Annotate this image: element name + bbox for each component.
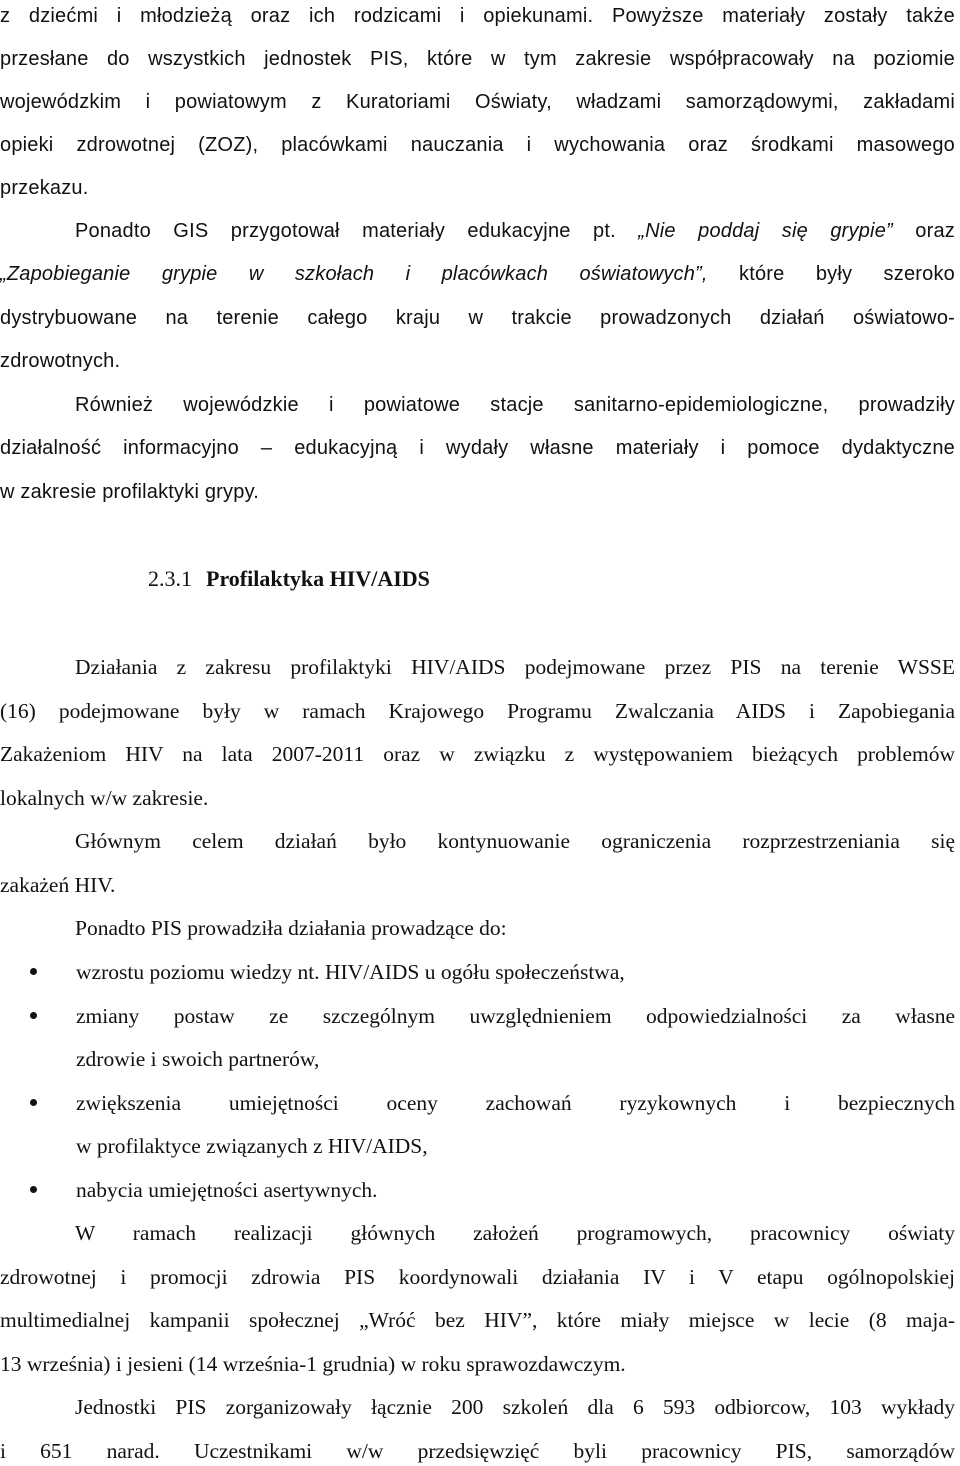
bullet-icon: [30, 1099, 37, 1106]
list-item: wzrostu poziomu wiedzy nt. HIV/AIDS u ogółu społeczeństwa,: [76, 960, 625, 984]
text-line: lokalnych w/w zakresie.: [0, 786, 209, 810]
text-line: 13 września) i jesieni (14 września-1 grudnia) w roku sprawozdawczym.: [0, 1352, 626, 1376]
text-line: zdrowotnej i promocji zdrowia PIS koordynowali działania IV i V etapu ogólnopolskiej: [0, 1265, 955, 1289]
list-item-continuation: w profilaktyce związanych z HIV/AIDS,: [76, 1134, 428, 1158]
list-item: nabycia umiejętności asertywnych.: [76, 1178, 378, 1202]
list-item: zmiany postaw ze szczególnym uwzględnieniem odpowiedzialności za własne: [76, 1004, 955, 1028]
section-number: 2.3.1: [148, 566, 192, 591]
bullet-icon: [30, 1186, 37, 1193]
text-line: i 651 narad. Uczestnikami w/w przedsięwzięć byli pracownicy PIS, samorządów: [0, 1439, 955, 1463]
text-line: Zakażeniom HIV na lata 2007-2011 oraz w związku z występowaniem bieżących problemów: [0, 742, 955, 766]
list-item-continuation: zdrowie i swoich partnerów,: [76, 1047, 320, 1071]
bullet-icon: [30, 1012, 37, 1019]
text-line: multimedialnej kampanii społecznej „Wróć bez HIV”, które miały miejsce w lecie (8 maja-: [0, 1308, 955, 1332]
text-line: W ramach realizacji głównych założeń programowych, pracownicy oświaty: [75, 1221, 955, 1245]
text-line: Również wojewódzkie i powiatowe stacje sanitarno-epidemiologiczne, prowadziły: [75, 394, 955, 416]
text-line: [75, 217, 955, 245]
text-line: Jednostki PIS zorganizowały łącznie 200 szkoleń dla 6 593 odbiorcow, 103 wykłady: [75, 1395, 955, 1419]
text-line: zdrowotnych.: [0, 350, 121, 372]
text-line: przekazu.: [0, 177, 89, 199]
publication-title: „Zapobieganie grypie w szkołach i placówkach oświatowych”,: [0, 263, 708, 285]
text-line: [0, 260, 955, 288]
text-line: przesłane do wszystkich jednostek PIS, które w tym zakresie współpracowały na poziomie: [0, 48, 955, 70]
section-heading: [148, 565, 430, 593]
text-line: zakażeń HIV.: [0, 873, 116, 897]
text-line: dystrybuowane na terenie całego kraju w trakcie prowadzonych działań oświatowo-: [0, 307, 955, 329]
text-line: Głównym celem działań było kontynuowanie ograniczenia rozprzestrzeniania się: [75, 829, 955, 853]
text-span: oraz: [915, 220, 955, 242]
text-line: wojewódzkim i powiatowym z Kuratoriami Oświaty, władzami samorządowymi, zakładami: [0, 91, 955, 113]
text-line: działalność informacyjno – edukacyjną i wydały własne materiały i pomoce dydaktyczne: [0, 437, 955, 459]
text-line: Działania z zakresu profilaktyki HIV/AIDS podejmowane przez PIS na terenie WSSE: [75, 655, 955, 679]
text-line: z dziećmi i młodzieżą oraz ich rodzicami i opiekunami. Powyższe materiały zostały także: [0, 5, 955, 27]
text-span: które były szeroko: [739, 263, 955, 285]
text-line: w zakresie profilaktyki grypy.: [0, 481, 260, 503]
publication-title: „Nie poddaj się grypie”: [638, 220, 893, 242]
text-line: Ponadto PIS prowadziła działania prowadzące do:: [75, 916, 507, 940]
text-line: opieki zdrowotnej (ZOZ), placówkami nauczania i wychowania oraz środkami masowego: [0, 134, 955, 156]
text-line: (16) podejmowane były w ramach Krajowego Programu Zwalczania AIDS i Zapobiegania: [0, 699, 955, 723]
bullet-icon: [30, 968, 37, 975]
list-item: zwiększenia umiejętności oceny zachowań ryzykownych i bezpiecznych: [76, 1091, 955, 1115]
text-span: Ponadto GIS przygotował materiały edukacyjne pt.: [75, 220, 616, 242]
section-title: Profilaktyka HIV/AIDS: [206, 566, 430, 591]
